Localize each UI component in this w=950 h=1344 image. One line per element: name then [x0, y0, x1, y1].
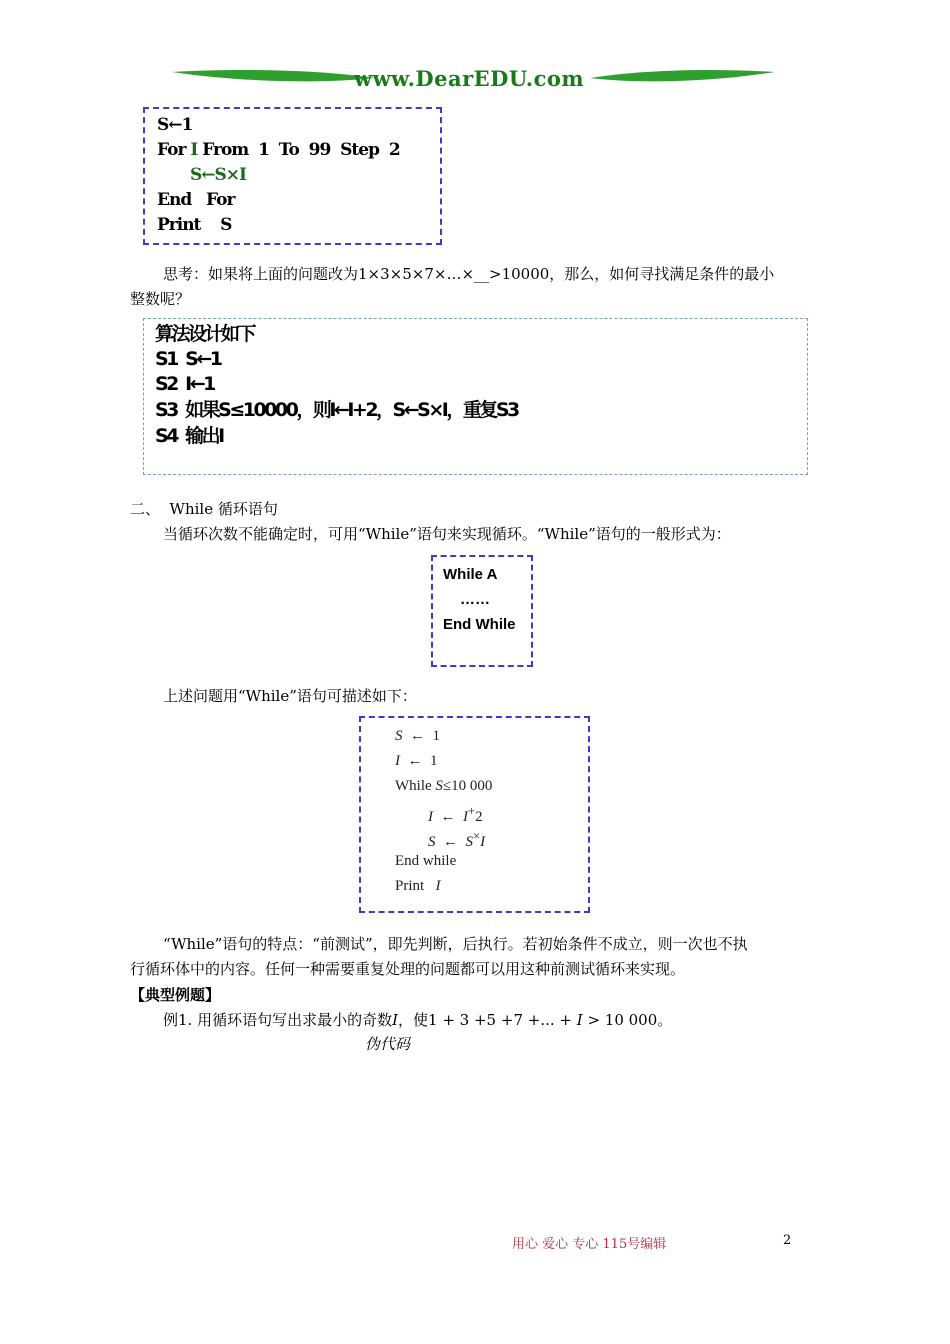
examples-heading: 【典型例题】 — [130, 986, 221, 1004]
algo-step-4: S4 输出I — [155, 425, 223, 447]
algo-step-3: S3 如果S≤10000，则I←I+2，S←S×I，重复S3 — [155, 399, 518, 421]
pseudo-line-3: While S≤10 000 — [395, 778, 493, 794]
page-number: 2 — [783, 1233, 792, 1248]
for-rest: From 1 To 99 Step 2 — [197, 140, 400, 160]
pseudo-line-5: S ← S×I — [428, 829, 486, 850]
pseudo-line-6: End while — [395, 853, 457, 869]
for-line-5: Print S — [157, 215, 232, 235]
while-form-line-2: …… — [460, 591, 490, 608]
for-line-1: S←1 — [157, 115, 193, 135]
pseudo-line-7: Print I — [395, 878, 441, 894]
think-line-2: 整数呢？ — [130, 290, 191, 308]
algo-step-1: S1 S←1 — [155, 348, 221, 370]
for-var: I — [190, 140, 198, 160]
header-banner — [170, 62, 780, 96]
section-heading: 二、 While 循环语句 — [130, 500, 278, 518]
features-line-1: “While”语句的特点：“前测试”，即先判断，后执行。若初始条件不成立，则一次也不执 — [163, 935, 748, 953]
pseudo-line-4: I ← I+2 — [428, 804, 483, 825]
for-line-4: End For — [157, 190, 235, 210]
for-line-2 — [157, 138, 400, 163]
section-paragraph: 当循环次数不能确定时，可用“While”语句来实现循环。“While”语句的一般形式为： — [163, 525, 731, 543]
site-url[interactable]: www.DearEDU.com — [354, 66, 585, 91]
footer-credit: 用心 爱心 专心 115号编辑 — [512, 1237, 667, 1252]
example-1: 例1. 用循环语句写出求最小的奇数I，使1 + 3 +5 +7 +... + I > 10 000。 — [163, 1011, 673, 1029]
while-form-line-3: End While — [443, 616, 516, 633]
pseudo-label: 伪代码 — [365, 1035, 411, 1053]
describe-line: 上述问题用“While”语句可描述如下： — [163, 687, 417, 705]
algo-title: 算法设计如下 — [155, 323, 255, 345]
pseudo-line-1: S ← 1 — [395, 728, 440, 744]
features-line-2: 行循环体中的内容。任何一种需要重复处理的问题都可以用这种前测试循环来实现。 — [130, 960, 686, 978]
for-kw: For — [157, 140, 191, 160]
while-form-line-1: While A — [443, 566, 498, 583]
think-line-1: 思考：如果将上面的问题改为1×3×5×7×…×__>10000，那么，如何寻找满足条件的最小 — [163, 265, 775, 283]
for-line-3: S←S×I — [190, 165, 246, 185]
algo-step-2: S2 I←1 — [155, 373, 214, 395]
pseudo-line-2: I ← 1 — [395, 753, 438, 769]
